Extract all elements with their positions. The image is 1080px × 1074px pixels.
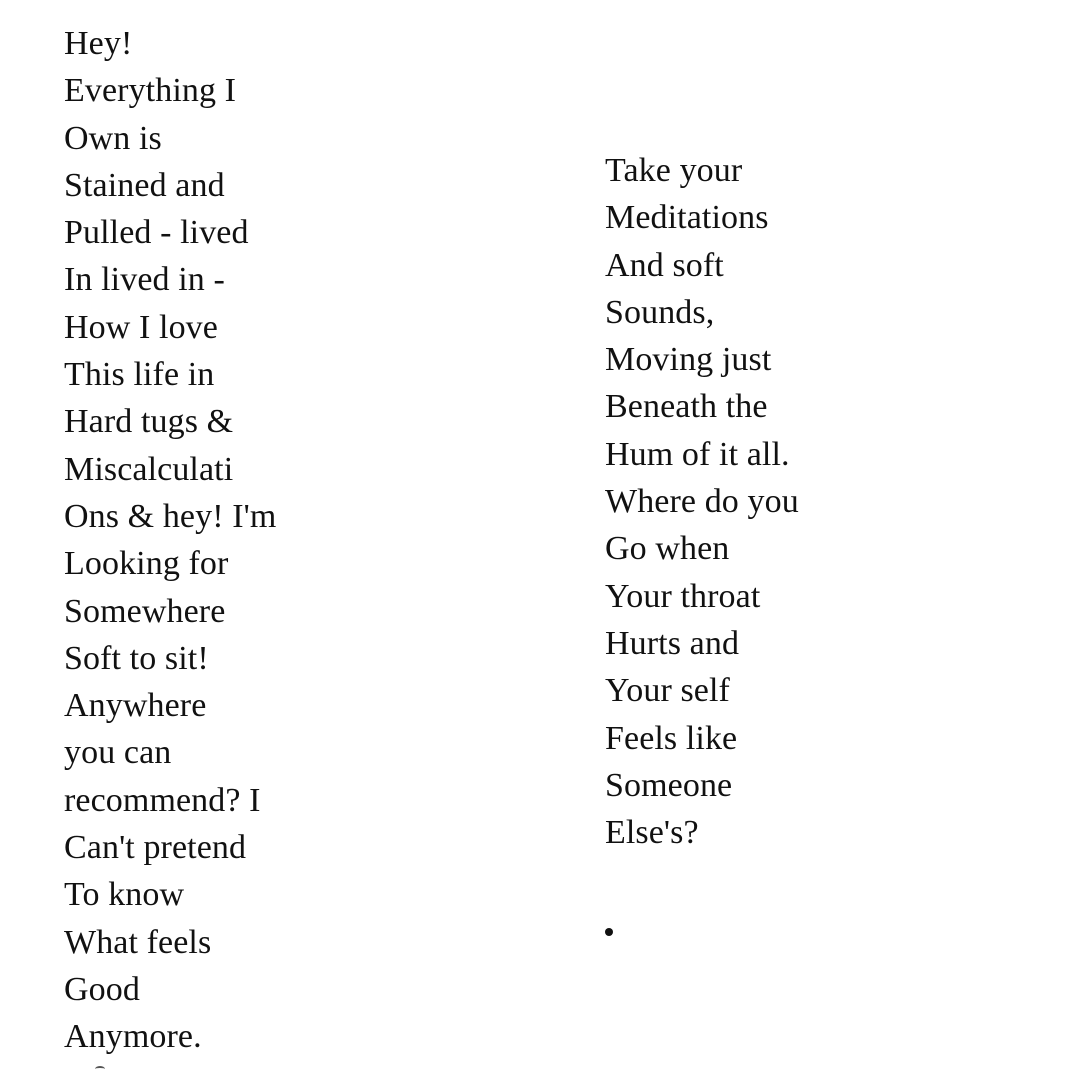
poem-line: Your throat <box>605 577 761 615</box>
poem-line: In lived in - <box>64 261 225 299</box>
poem-line: Beneath the <box>605 388 768 426</box>
poem-line: Someone <box>605 766 733 804</box>
poem-line: Your self <box>605 672 730 710</box>
poem-line: Stained and <box>64 166 225 204</box>
poem-line: Else's? <box>605 814 699 852</box>
poem-line: Everything I <box>64 72 237 110</box>
poem-left-column <box>64 20 276 1061</box>
poem-line: Hurts and <box>605 624 740 662</box>
poem-line: Hard tugs & <box>64 403 234 441</box>
poem-line: Feels like <box>605 719 738 757</box>
poem-line: Where do you <box>605 483 799 521</box>
poem-line: And soft <box>605 246 724 284</box>
poem-line: Ons & hey! I'm <box>64 497 277 535</box>
poem-line: Hey! <box>64 25 133 62</box>
poem-line: Can't pretend <box>64 829 247 867</box>
poem-line: Moving just <box>605 341 772 379</box>
poem-line: Pulled - lived <box>64 214 249 252</box>
poem-line: recommend? I <box>64 781 261 819</box>
poem-line: Take your <box>605 152 743 189</box>
poem-line: Somewhere <box>64 592 226 630</box>
poem-line: To know <box>64 876 185 914</box>
poem-line: Soft to sit! <box>64 639 209 677</box>
poem-line: Meditations <box>605 199 769 237</box>
cropped-text-fragment <box>95 1066 105 1072</box>
poem-line: Sounds, <box>605 293 715 331</box>
poem-line: Own is <box>64 119 162 157</box>
poem-line: This life in <box>64 356 215 394</box>
bullet-point <box>605 928 613 936</box>
poem-line: Anywhere <box>64 687 207 725</box>
poem-line: Miscalculati <box>64 450 234 488</box>
poem-line: Anymore. <box>64 1018 202 1056</box>
poem-line: Go when <box>605 530 730 568</box>
poem-right-column <box>605 147 799 856</box>
poem-line: What feels <box>64 923 212 961</box>
poem-line: Looking for <box>64 545 229 583</box>
poem-line: Good <box>64 970 140 1008</box>
poem-line: Hum of it all. <box>605 435 790 473</box>
poem-line: How I love <box>64 308 218 346</box>
poem-line: you can <box>64 734 172 772</box>
